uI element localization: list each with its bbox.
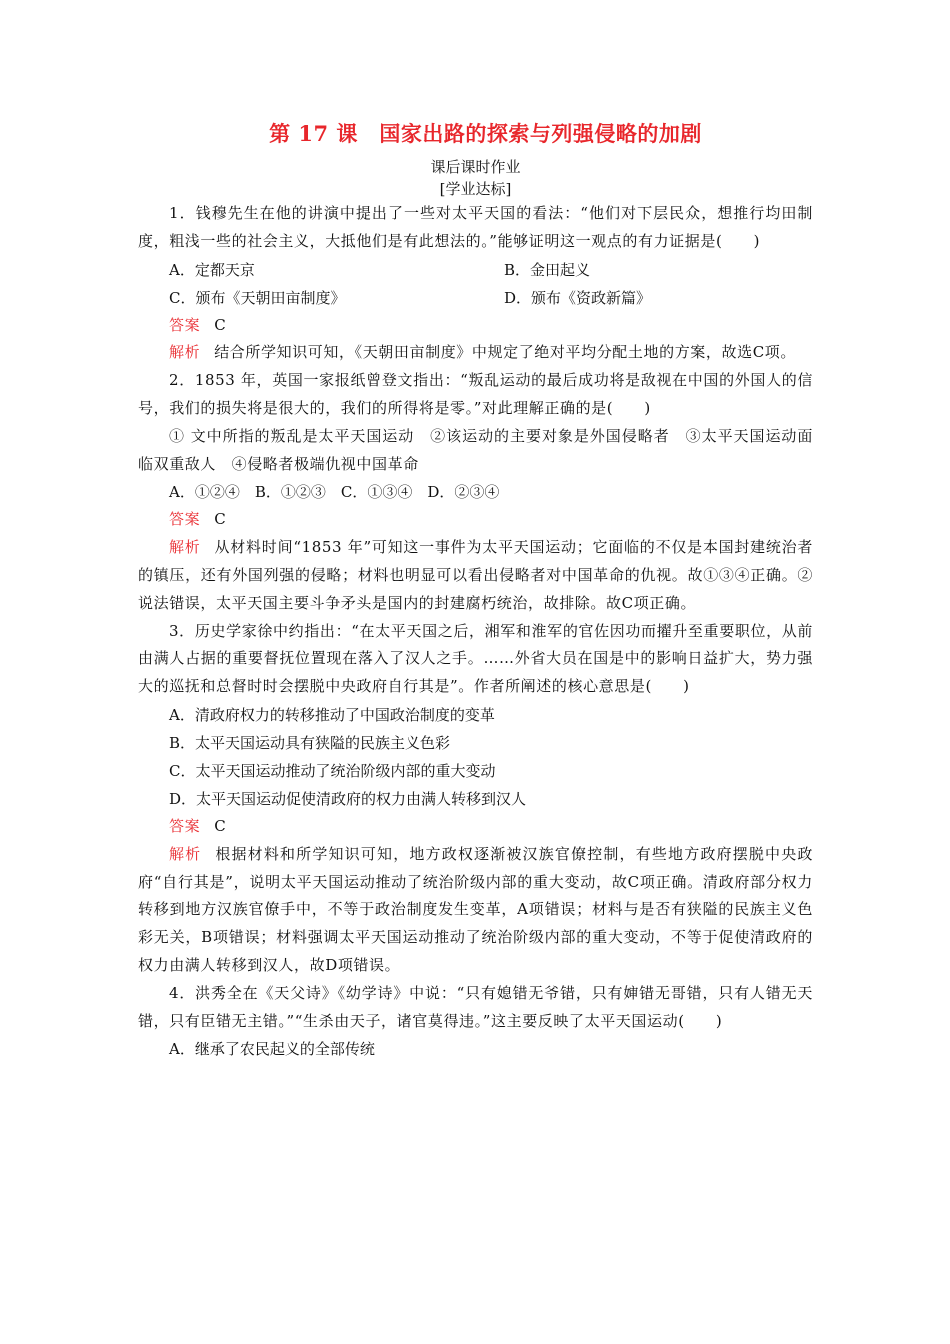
q3-answer: [138, 813, 813, 841]
q2-options: A．①②④ B．①②③ C．①③④ D．②③④: [169, 483, 500, 502]
answer-label: 答案: [169, 816, 201, 835]
q1-options-row-2: [138, 284, 813, 312]
q1-analysis-text: 结合所学知识可知，《天朝田亩制度》中规定了绝对平均分配土地的方案，故选C项。: [214, 343, 796, 362]
lesson-title: 第 17 课 国家出路的探索与列强侵略的加剧: [269, 121, 702, 146]
q3-stem: 3．历史学家徐中约指出：“在太平天国之后，湘军和淮军的官佐因功而擢升至重要职位，从前由满人占据的重要督抚位置现在落入了汉人之手。……外省大员在国是中的影响日益扩大，势力强大的巡抚和总督时时会摆脱中央政府自行其是”。作者所阐述的核心意思是( ): [138, 621, 813, 696]
q1-option-c: C．颁布《天朝田亩制度》: [169, 288, 346, 307]
subtitle: 课后课时作业: [430, 158, 521, 176]
q1-stem: 1．钱穆先生在他的讲演中提出了一些对太平天国的看法：“他们对下层民众，想推行均田制度，粗浅一些的社会主义，大抵他们是有此想法的。”能够证明这一观点的有力证据是( ): [138, 204, 813, 250]
q3-analysis-text: 根据材料和所学知识可知，地方政权逐渐被汉族官僚控制，有些地方政府摆脱中央政府“自行其是”，说明太平天国运动推动了统治阶级内部的重大变动，故C项正确。清政府部分权力转移到地方汉族官僚手中，不等于政治制度发生变革，A项错误；材料与是否有狭隘的民族主义色彩无关，B项错误；材料强调太平天国运动推动了统治阶级内部的重大变动，不等于促使清政府的权力由满人转移到汉人，故D项错误。: [138, 844, 813, 974]
q2-stem: 2．1853 年，英国一家报纸曾登文指出：“叛乱运动的最后成功将是敌视在中国的外国人的信号，我们的损失将是很大的，我们的所得将是零。”对此理解正确的是( ): [138, 371, 813, 417]
q1-option-d: D．颁布《资政新篇》: [504, 288, 652, 307]
q2-analysis-text: 从材料时间“1853 年”可知这一事件为太平天国运动；它面临的不仅是本国封建统治者的镇压，还有外国列强的侵略；材料也明显可以看出侵略者对中国革命的仇视。故①③④正确。②说法错误，太平天国主要斗争矛头是国内的封建腐朽统治，故排除。故C项正确。: [138, 538, 814, 612]
q2-analysis: [138, 534, 813, 617]
q2-items: ① 文中所指的叛乱是太平天国运动 ②该运动的主要对象是外国侵略者 ③太平天国运动面临双重敌人 ④侵略者极端仇视中国革命: [138, 426, 813, 473]
q3-option-d: D．太平天国运动促使清政府的权力由满人转移到汉人: [169, 789, 527, 808]
q1-analysis: [138, 339, 813, 367]
q1-option-b: B．金田起义: [504, 260, 591, 279]
section-label: [学业达标]: [439, 180, 512, 198]
analysis-label: 解析: [169, 538, 201, 557]
q3-analysis: [138, 841, 813, 980]
q1-answer-value: C: [214, 315, 227, 334]
q3-option-c: C．太平天国运动推动了统治阶级内部的重大变动: [169, 761, 496, 780]
q2-answer-value: C: [214, 510, 227, 529]
q1-answer: [138, 312, 813, 340]
analysis-label: 解析: [169, 844, 202, 863]
q1-options-row-1: [138, 256, 813, 284]
q3-option-b: B．太平天国运动具有狭隘的民族主义色彩: [169, 733, 451, 752]
analysis-label: 解析: [169, 343, 201, 362]
q4-option-a: A．继承了农民起义的全部传统: [169, 1040, 375, 1059]
answer-label: 答案: [169, 510, 201, 529]
q3-option-a: A．清政府权力的转移推动了中国政治制度的变革: [169, 705, 495, 724]
q1-option-a: A．定都天京: [169, 260, 255, 279]
q2-answer: [138, 506, 813, 534]
q4-stem: 4．洪秀全在《天父诗》《幼学诗》中说：“只有媳错无爷错，只有婶错无哥错，只有人错无天错，只有臣错无主错。”“生杀由天子，诸官莫得违。”这主要反映了太平天国运动( ): [138, 983, 813, 1030]
q3-answer-value: C: [214, 816, 227, 835]
document-page: [138, 118, 813, 1063]
answer-label: 答案: [169, 315, 201, 334]
